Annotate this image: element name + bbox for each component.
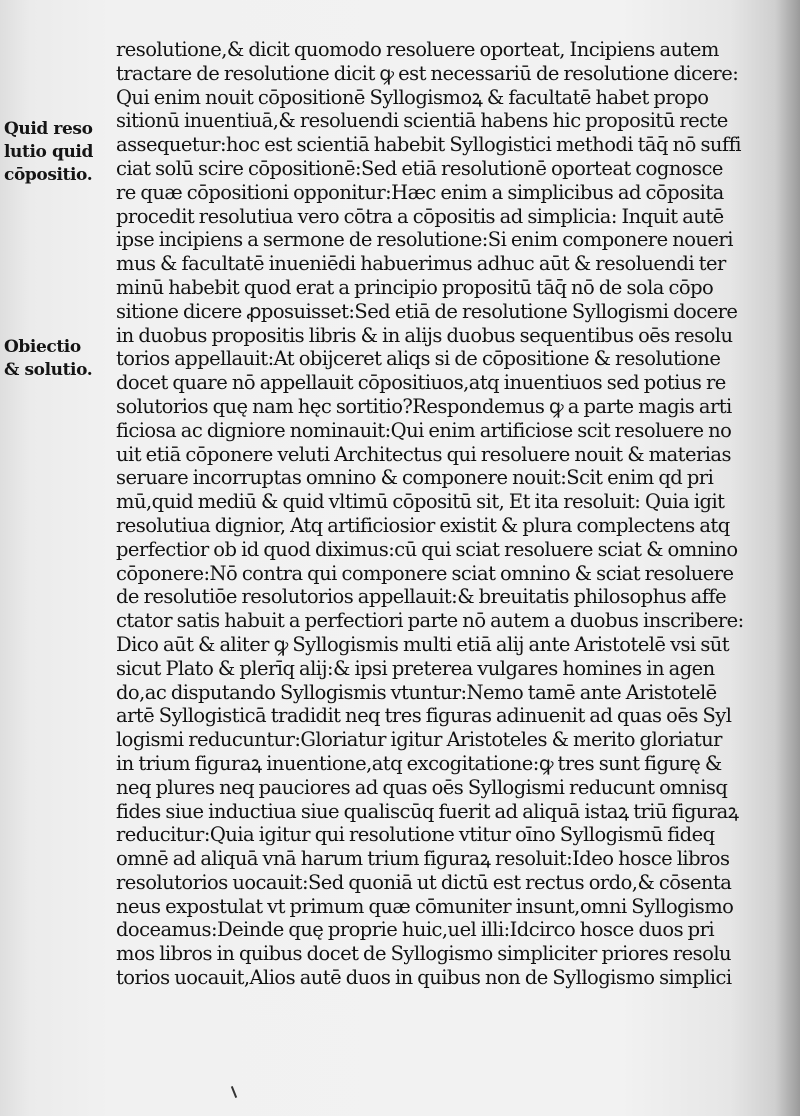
text-line: do,ac disputando Syllogismis vtuntur:Nemo tamē ante Aristotelē	[116, 680, 717, 704]
text-line: resolutiua dignior, Atq artificiosior existit & plura complectens atq	[116, 513, 730, 537]
margin-note-line: Quid reso	[4, 119, 93, 139]
text-line: solutorios quę nam hęc sortitio?Respondemus ꝙ a parte magis arti	[116, 394, 732, 418]
margin-note-obiectio	[4, 336, 114, 382]
text-line: procedit resolutiua vero cōtra a cōpositis ad simplicia: Inquit autē	[116, 204, 724, 228]
text-line: re quæ cōpositioni opponitur:Hæc enim a simplicibus ad cōposita	[116, 180, 724, 204]
text-line: cōponere:Nō contra qui componere sciat omnino & sciat resoluere	[116, 561, 734, 585]
text-line: Qui enim nouit cōpositionē Syllogismoꝝ & facultatē habet propo	[116, 85, 709, 109]
text-line: perfectior ob id quod diximus:cū qui sciat resoluere sciat & omnino	[116, 537, 738, 561]
margin-note-line: lutio quid	[4, 142, 93, 162]
text-line: fides siue inductiua siue qualiscūq fuerit ad aliquā istaꝝ triū figuraꝝ	[116, 799, 739, 823]
text-line: ipse incipiens a sermone de resolutione:Si enim componere noueri	[116, 228, 733, 252]
text-line: minū habebit quod erat a principio propositū tāq̄ nō de sola cōpo	[116, 275, 714, 299]
text-line: resolutione,& dicit quomodo resoluere oporteat, Incipiens autem	[116, 38, 719, 61]
text-line: in duobus propositis libris & in alijs duobus sequentibus oēs resolu	[116, 323, 733, 347]
text-line: sitione dicere ꝓposuisset:Sed etiā de resolutione Syllogismi docere	[116, 299, 738, 323]
text-line: doceamus:Deinde quę proprie huic,uel illi:Idcirco hosce duos pri	[116, 918, 715, 942]
text-line: omnē ad aliquā vnā harum trium figuraꝝ resoluit:Ideo hosce libros	[116, 847, 730, 871]
text-line: artē Syllogisticā tradidit neq tres figuras adinuenit ad quas oēs Syl	[116, 704, 732, 728]
main-text-block	[116, 38, 774, 990]
text-line: resolutorios uocauit:Sed quoniā ut dictū est rectus ordo,& cōsenta	[116, 870, 732, 894]
text-line: assequetur:hoc est scientiā habebit Syllogistici methodi tāq̄ nō suffi	[116, 133, 741, 157]
text-line: torios uocauit,Alios autē duos in quibus non de Syllogismo simplici	[116, 966, 732, 990]
text-line: in trium figuraꝝ inuentione,atq excogitatione:ꝙ tres sunt figurę &	[116, 751, 722, 775]
text-line: docet quare nō appellauit cōpositiuos,atq inuentiuos sed potius re	[116, 371, 726, 395]
text-line: uit etiā cōponere veluti Architectus qui resoluere nouit & materias	[116, 442, 731, 466]
margin-note-line: & solutio.	[4, 360, 93, 380]
text-line: sicut Plato & plerīq alij:& ipsi preterea vulgares homines in agen	[116, 656, 715, 680]
text-line: mus & facultatē inueniēdi habuerimus adhuc aūt & resoluendi ter	[116, 252, 726, 276]
text-line: mos libros in quibus docet de Syllogismo simpliciter priores resolu	[116, 942, 732, 966]
text-line: mū,quid mediū & quid vltimū cōpositū sit, Et ita resoluit: Quia igit	[116, 490, 725, 514]
margin-note-line: Obiectio	[4, 337, 81, 357]
text-line: ciat solū scire cōpositionē:Sed etiā resolutionē oporteat cognosce	[116, 156, 723, 180]
text-line: ctator satis habuit a perfectiori parte nō autem a duobus inscribere:	[116, 609, 744, 633]
text-line: de resolutiōe resolutorios appellauit:& breuitatis philosophus affe	[116, 585, 727, 609]
ink-speck	[231, 1086, 237, 1098]
text-line: tractare de resolutione dicit ꝙ est necessariū de resolutione dicere:	[116, 61, 739, 85]
text-line: logismi reducuntur:Gloriatur igitur Aristoteles & merito gloriatur	[116, 728, 722, 752]
text-line: seruare incorruptas omnino & componere nouit:Scit enim qd pri	[116, 466, 714, 490]
margin-note-line: cōpositio.	[4, 165, 93, 185]
text-line: neus expostulat vt primum quæ cōmuniter insunt,omni Syllogismo	[116, 894, 734, 918]
text-line: sitionū inuentiuā,& resoluendi scientiā habens hic propositū recte	[116, 109, 728, 133]
text-line: neq plures neq pauciores ad quas oēs Syllogismi reducunt omnisq	[116, 775, 728, 799]
text-line: torios appellauit:At obijceret aliqs si de cōpositione & resolutione	[116, 347, 721, 371]
text-line: reducitur:Quia igitur qui resolutione vtitur oīno Syllogismū fideq	[116, 823, 715, 847]
text-line: ficiosa ac digniore nominauit:Qui enim artificiose scit resoluere no	[116, 418, 732, 442]
margin-note-resolutio	[4, 118, 114, 187]
text-line: Dico aūt & aliter ꝙ Syllogismis multi etiā alij ante Aristotelē vsi sūt	[116, 632, 730, 656]
